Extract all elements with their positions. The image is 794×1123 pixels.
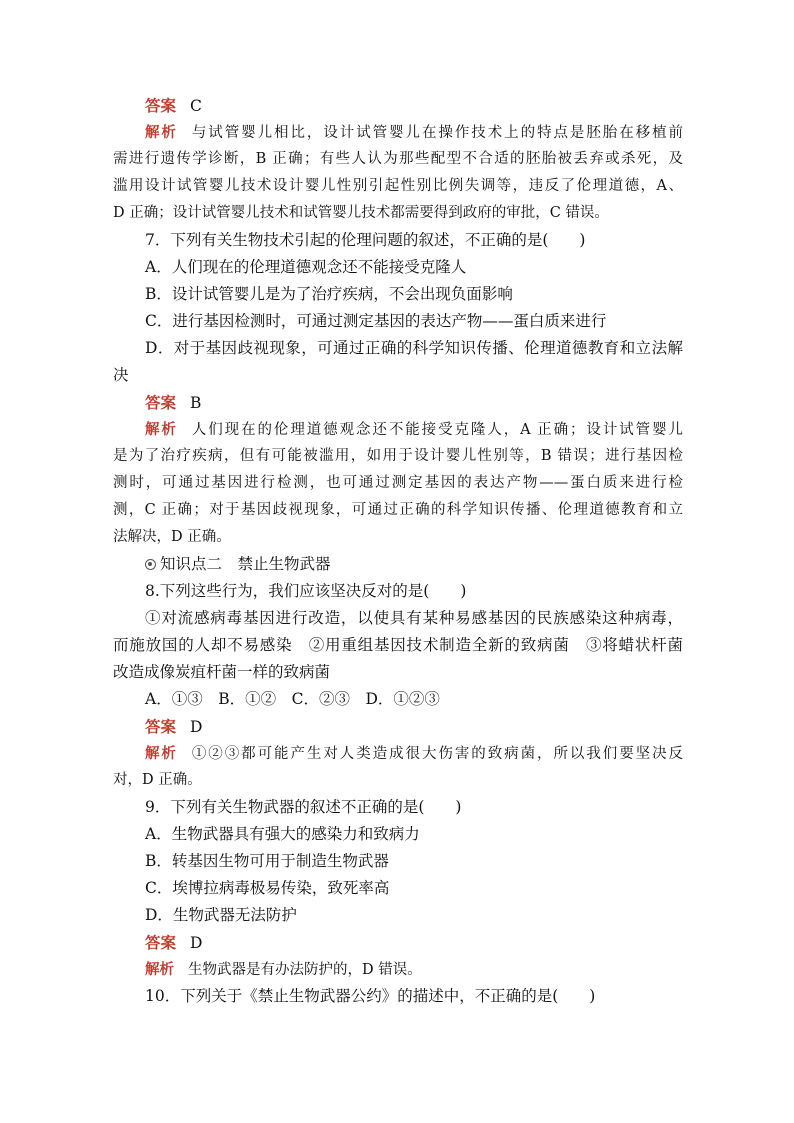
analysis-line: 测时，可通过基因进行检测，也可通过测定基因的表达产物——蛋白质来进行检	[113, 475, 683, 491]
question-stem: 8.下列这些行为，我们应该坚决反对的是( )	[145, 582, 467, 600]
analysis-line: 法解决，D 正确。	[113, 529, 231, 545]
answer-line	[113, 389, 683, 416]
analysis-line	[113, 119, 683, 146]
option-d: D．生物武器无法防护	[145, 906, 297, 924]
analysis-text: ①②③都可能产生对人类造成很大伤害的致病菌，所以我们要坚决反	[191, 746, 684, 762]
document-body	[113, 92, 683, 1010]
option-d: D．对于基因歧视现象，可通过正确的科学知识传播、伦理道德教育和立法解	[145, 339, 683, 357]
option-b: B．转基因生物可用于制造生物武器	[145, 852, 389, 870]
analysis-line	[113, 956, 683, 983]
analysis-line: 滥用设计试管婴儿技术设计婴儿性别引起性别比例失调等，违反了伦理道德，A、	[113, 178, 683, 194]
analysis-label: 解析	[145, 745, 178, 762]
option-b: B．设计试管婴儿是为了治疗疾病，不会出现负面影响	[145, 285, 513, 303]
analysis-line	[113, 416, 683, 443]
answer-label: 答案	[145, 393, 177, 412]
options-line: A．①③ B．①② C．②③ D．①②③	[145, 690, 440, 708]
answer-value: D	[190, 718, 203, 736]
analysis-text: 与试管婴儿相比，设计试管婴儿在操作技术上的特点是胚胎在移植前	[191, 125, 684, 141]
answer-label: 答案	[145, 717, 177, 736]
option-c: C．埃博拉病毒极易传染，致死率高	[145, 879, 390, 897]
analysis-text: 生物武器是有办法防护的，D 错误。	[188, 962, 422, 978]
answer-line	[113, 713, 683, 740]
answer-label: 答案	[145, 96, 177, 115]
question-body: 改造成像炭疽杆菌一样的致病菌	[113, 663, 331, 681]
option-d-continued: 决	[113, 366, 129, 384]
analysis-line: D 正确；设计试管婴儿技术和试管婴儿技术都需要得到政府的审批，C 错误。	[113, 205, 609, 221]
analysis-label: 解析	[145, 961, 174, 978]
answer-line	[113, 92, 683, 119]
question-stem: 9．下列有关生物武器的叙述不正确的是( )	[145, 798, 462, 816]
circle-dot-icon	[145, 559, 156, 570]
answer-value: B	[190, 394, 202, 412]
question-stem: 10．下列关于《禁止生物武器公约》的描述中，不正确的是( )	[145, 987, 596, 1005]
knowledge-point-text: 知识点二 禁止生物武器	[160, 555, 331, 573]
answer-line	[113, 929, 683, 956]
answer-value: D	[190, 934, 203, 952]
option-a: A．人们现在的伦理道德观念还不能接受克隆人	[145, 258, 467, 276]
analysis-line: 需进行遗传学诊断，B 正确；有些人认为那些配型不合适的胚胎被丢弃或杀死，及	[113, 151, 683, 167]
question-body: 而施放国的人却不易感染 ②用重组基因技术制造全新的致病菌 ③将蜡状杆菌	[113, 636, 683, 654]
analysis-label: 解析	[145, 124, 178, 141]
answer-label: 答案	[145, 933, 177, 952]
analysis-label: 解析	[145, 421, 178, 438]
analysis-line	[113, 740, 683, 767]
question-stem: 7．下列有关生物技术引起的伦理问题的叙述，不正确的是( )	[145, 231, 586, 249]
analysis-text: 人们现在的伦理道德观念还不能接受克隆人，A 正确；设计试管婴儿	[191, 422, 684, 438]
answer-value: C	[190, 97, 202, 115]
knowledge-point-heading	[113, 551, 683, 578]
analysis-line: 是为了治疗疾病，但有可能被滥用，如用于设计婴儿性别等，B 错误；进行基因检	[113, 448, 683, 464]
analysis-line: 测，C 正确；对于基因歧视现象，可通过正确的科学知识传播、伦理道德教育和立	[113, 502, 683, 518]
option-c: C．进行基因检测时，可通过测定基因的表达产物——蛋白质来进行	[145, 312, 607, 330]
analysis-line: 对，D 正确。	[113, 772, 202, 788]
option-a: A．生物武器具有强大的感染力和致病力	[145, 825, 420, 843]
question-body: ①对流感病毒基因进行改造，以使具有某种易感基因的民族感染这种病毒，	[145, 609, 683, 627]
